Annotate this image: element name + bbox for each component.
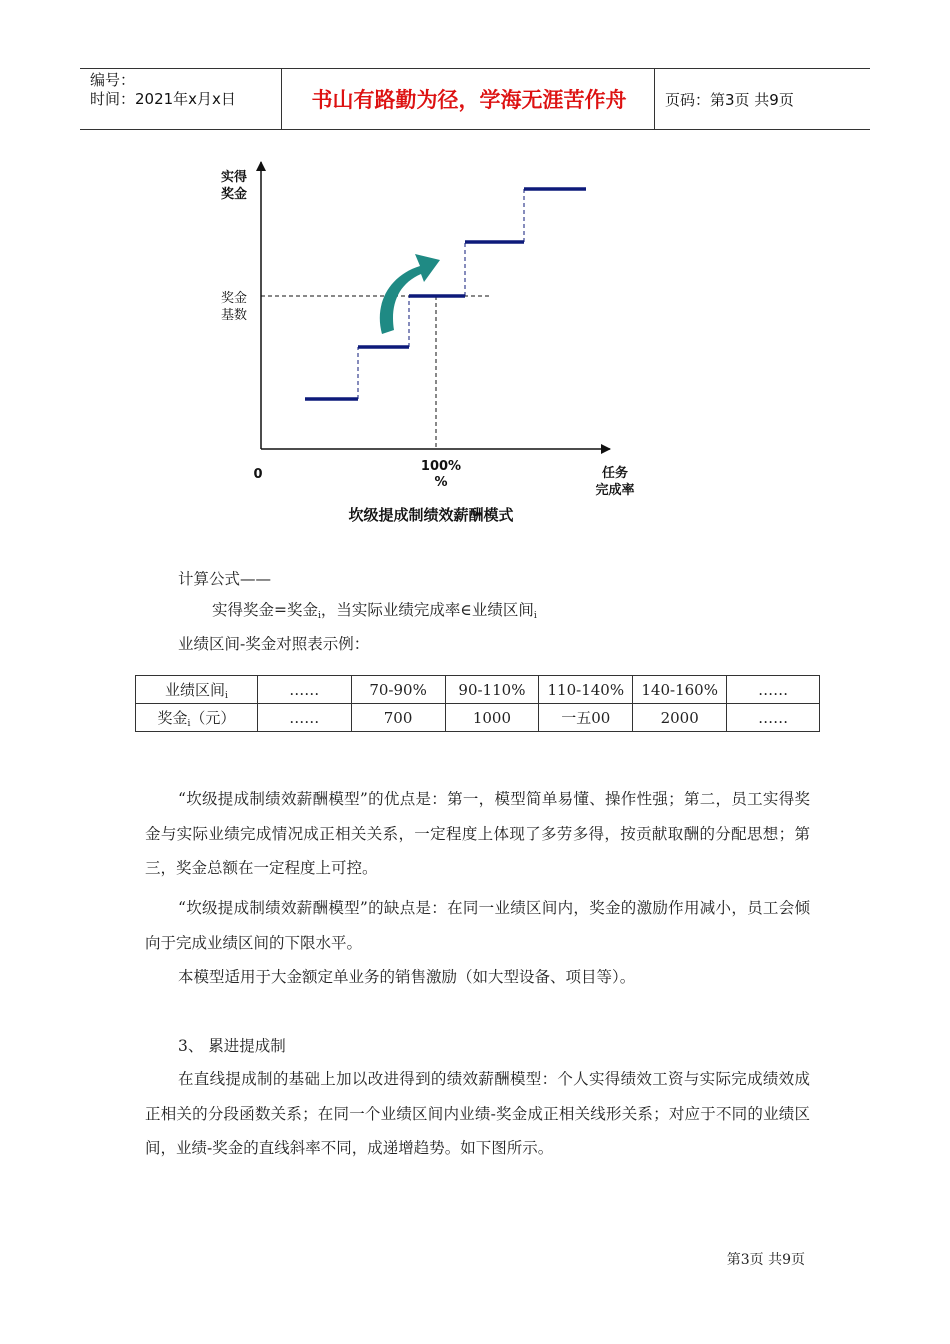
section-title: 3、 累进提成制 [178,1037,286,1055]
table-cell: 2000 [633,704,727,732]
header-motto: 书山有路勤为径，学海无涯苦作舟 [311,88,627,112]
bonus-table [135,675,820,732]
y-axis-label-line1: 实得 [220,170,248,185]
table-cell: …… [727,676,820,704]
table-cell: …… [257,704,351,732]
table-cell: 110-140% [539,676,633,704]
table-cell: 业绩区间$_i$ [136,676,258,704]
step-levels [305,189,586,399]
header-number: 编号： [90,71,136,89]
step-risers [358,189,524,399]
x-axis-label-line1: 任务 [601,466,629,481]
table-cell: 奖金$_i$（元） [136,704,258,732]
hundred-percent-label-line1: 100% [420,459,462,474]
paragraph-advantages: “坎级提成制绩效薪酬模型”的优点是：第一，模型简单易懂、操作性强；第二，员工实得奖金与实际业绩完成情况成正相关关系，一定程度上体现了多劳多得，按贡献取酬的分配思想；第三，奖金总额在一定程度上可控。 [145,790,810,877]
formula-body: 实得奖金=奖金$_i$，当实际业绩完成率∈业绩区间$_i$ [212,601,537,621]
paragraph-applicability: 本模型适用于大金额定单业务的销售激励（如大型设备、项目等）。 [178,968,636,986]
hundred-percent-label-line2: % [434,475,448,490]
table-row [136,704,820,732]
table-cell: 1000 [445,704,539,732]
paragraph-cumulative: 在直线提成制的基础上加以改进得到的绩效薪酬模型：个人实得绩效工资与实际完成绩效成正相关的分段函数关系；在同一个业绩区间内业绩-奖金成正相关线形关系；对应于不同的业绩区间，业绩-奖金的直线斜率不同，成递增趋势。如下图所示。 [145,1070,810,1157]
table-cell: 90-110% [445,676,539,704]
step-bonus-diagram [0,0,950,540]
base-label-line1: 奖金 [220,291,248,306]
table-cell: 一五00 [539,704,633,732]
figure-caption: 坎级提成制绩效薪酬模式 [348,506,514,524]
table-cell: …… [257,676,351,704]
header-page-number: 页码：第3页 共9页 [665,90,794,109]
header-time: 时间：2021年x月x日 [90,90,236,108]
table-intro: 业绩区间-奖金对照表示例： [178,635,370,653]
paragraph-disadvantages: “坎级提成制绩效薪酬模型”的缺点是：在同一业绩区间内，奖金的激励作用减小，员工会倾向于完成业绩区间的下限水平。 [145,899,810,952]
table-cell: …… [727,704,820,732]
table-row [136,676,820,704]
y-axis-label-line2: 奖金 [220,187,248,202]
x-axis-label-line2: 完成率 [595,483,635,498]
table-cell: 70-90% [351,676,445,704]
formula-title: 计算公式—— [178,570,272,588]
origin-label: 0 [253,467,263,482]
footer-page-number: 第3页 共9页 [726,1252,805,1268]
base-label-line2: 基数 [220,308,248,323]
table-cell: 140-160% [633,676,727,704]
curved-arrow-icon [380,254,440,334]
table-cell: 700 [351,704,445,732]
